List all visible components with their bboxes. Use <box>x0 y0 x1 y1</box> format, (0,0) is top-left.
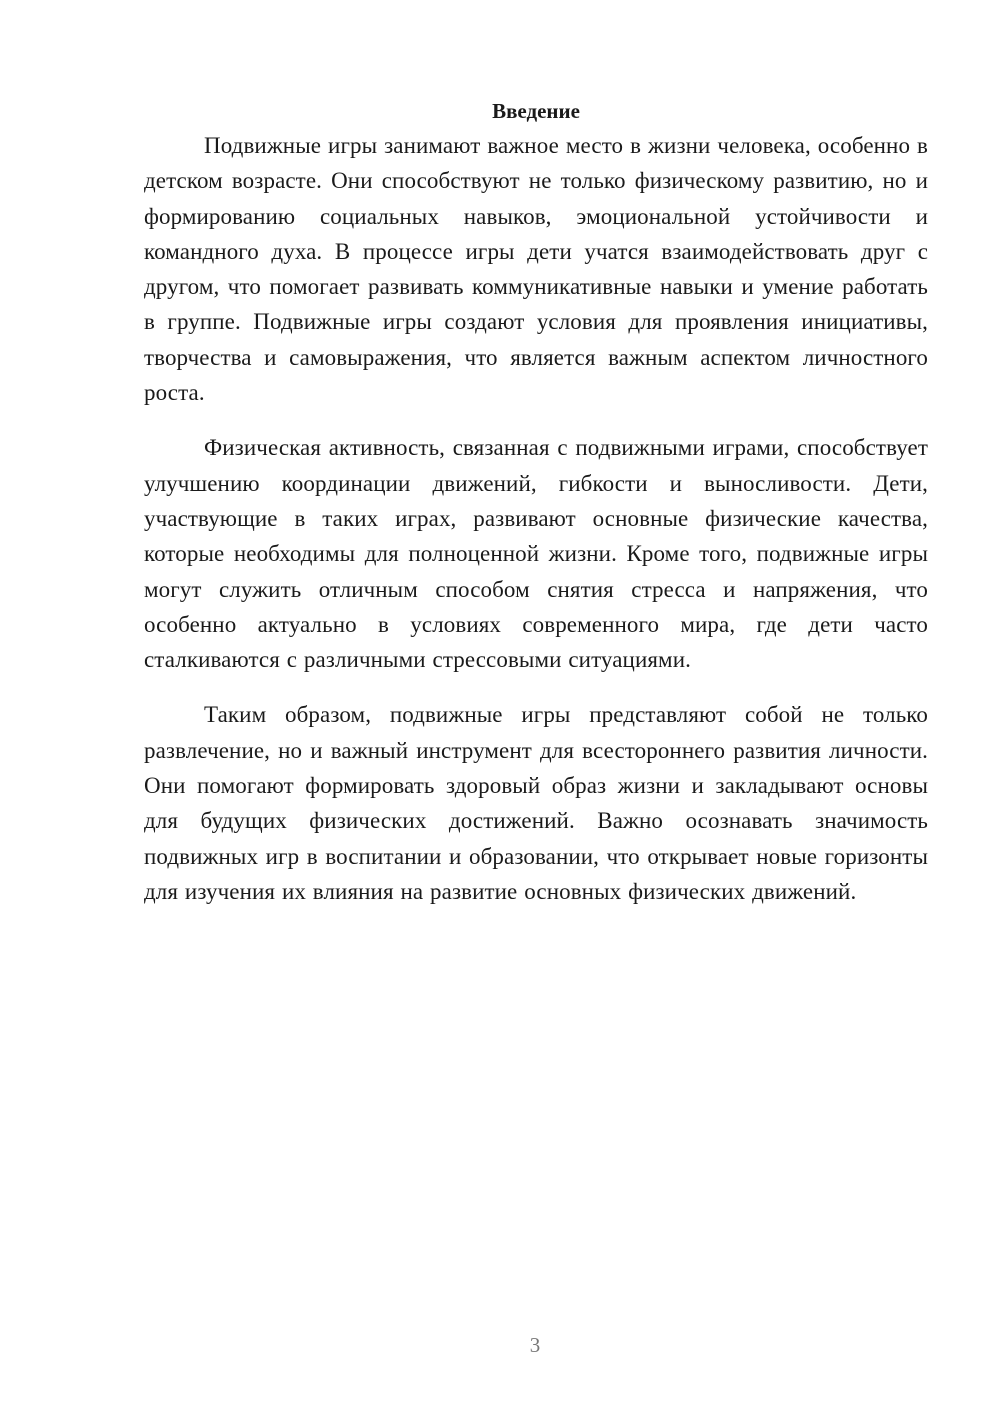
section-title: Введение <box>492 99 580 123</box>
paragraph-1: Подвижные игры занимают важное место в жизни человека, особенно в детском возрасте. Они способствуют не только физическому развитию, но и формированию социальных навыков, эмоциональной устойчивости и командного духа. В процессе игры дети учатся взаимодействовать друг с другом, что помогает развивать коммуникативные навыки и умение работать в группе. Подвижные игры создают условия для проявления инициативы, творчества и самовыражения, что является важным аспектом личностного роста. <box>144 133 928 406</box>
paragraph-2: Физическая активность, связанная с подвижными играми, способствует улучшению координации движений, гибкости и выносливости. Дети, участвующие в таких играх, развивают основные физические качества, которые необходимы для полноценной жизни. Кроме того, подвижные игры могут служить отличным способом снятия стресса и напряжения, что особенно актуально в условиях современного мира, где дети часто сталкиваются с различными стрессовыми ситуациями. <box>144 435 928 673</box>
paragraph-3: Таким образом, подвижные игры представляют собой не только развлечение, но и важный инструмент для всестороннего развития личности. Они помогают формировать здоровый образ жизни и закладывают основы для будущих физических достижений. Важно осознавать значимость подвижных игр в воспитании и образовании, что открывает новые горизонты для изучения их влияния на развитие основных физических движений. <box>144 702 928 904</box>
page-number: 3 <box>529 1333 541 1357</box>
page-content <box>144 96 928 929</box>
